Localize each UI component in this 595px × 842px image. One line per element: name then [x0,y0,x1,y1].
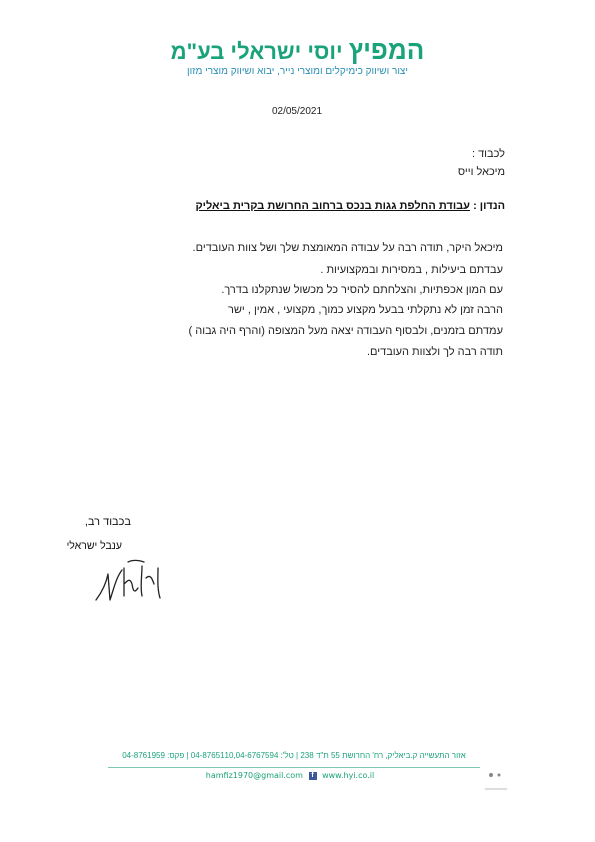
body-line: הרבה זמן לא נתקלתי בבעל מקצוע כמוך, מקצועי , אמין , ישר [228,304,503,316]
footer-divider [108,767,480,768]
subject-line [195,200,505,212]
company-tagline: יצור ושיווק כימיקלים ומוצרי נייר, יבוא ושיווק מוצרי מזון [187,66,408,77]
small-seal-mark [481,767,511,795]
footer-contact [200,771,380,780]
body-line: עבדתם ביעילות , במסירות ובמקצועיות . [320,264,503,276]
body-line: תודה רבה לך ולצוות העובדים. [366,346,503,358]
body-line: מיכאל היקר, תודה רבה על עבודה המאומצת שלך ושל צוות העובדים. [192,242,503,254]
company-name-rest: יוסי ישראלי בע"מ [170,39,343,64]
letter-date: 02/05/2021 [271,106,323,117]
footer-email[interactable]: hamfiz1970@gmail.com [205,771,303,780]
addressee-name: מיכאל וייס [457,166,505,178]
body-line: עם המון אכפתיות, והצלחתם להסיר כל מכשול שנתקלנו בדרך. [221,284,503,296]
addressee-to-label: לכבוד : [471,148,505,160]
signer-name: ענבל ישראלי [66,540,122,552]
closing-salutation: בכבוד רב, [84,516,131,528]
subject-text: עבודת החלפת גגות בנכס ברחוב החרושת בקרית ביאליק [195,200,470,212]
company-name [140,35,455,65]
body-line: עמדתם בזמנים, ולבסוף העבודה יצאה מעל המצופה (והרף היה גבוה ) [188,325,503,337]
subject-label: הנדון : [473,200,505,212]
handwritten-signature [88,548,168,608]
footer-address: אזור התעשייה ק.ביאליק, רח' החרושת 55 ת"ד 238 | טל': 04-8765110,04-6767594 | פקס: 04-8761959 [122,751,466,760]
company-name-first-word: המפיץ [348,35,425,65]
footer-website[interactable]: www.hyi.co.il [322,771,375,780]
facebook-icon[interactable]: f [309,772,317,780]
